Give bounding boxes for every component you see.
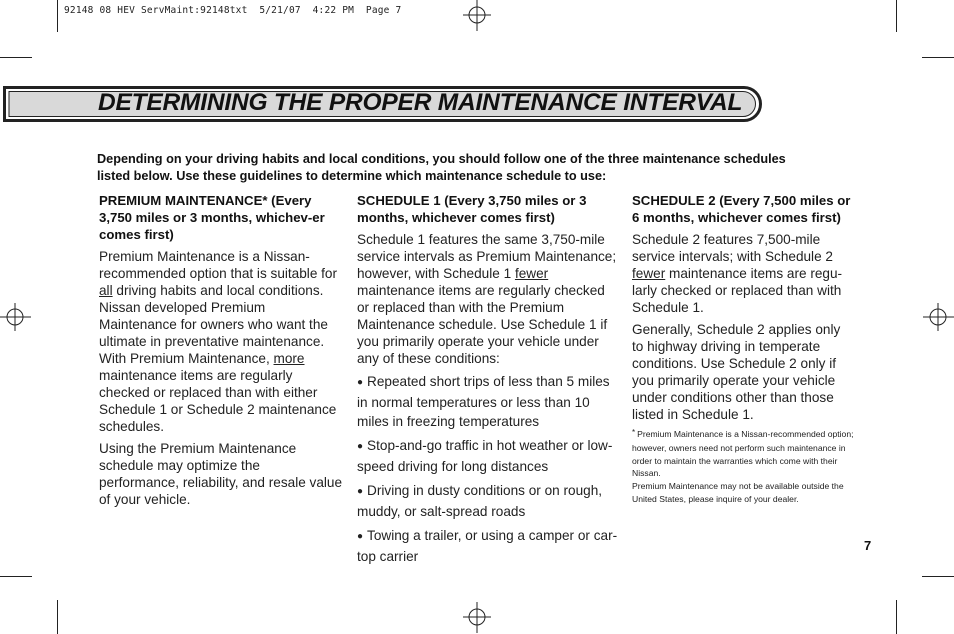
crop-mark-bottom-left-v [57, 600, 58, 634]
registration-mark-left [0, 301, 32, 333]
registration-mark-bottom [461, 601, 493, 633]
text-run: maintenance items are regu-larly checked or replaced than with Schedule 1. [632, 266, 843, 315]
crop-mark-top-right-v [896, 0, 897, 32]
premium-benefit-paragraph: Using the Premium Maintenance schedule may optimize the performance, reliability, and resale value of your vehicle. [99, 441, 343, 507]
emphasis-all: all [99, 283, 113, 298]
registration-mark-top [461, 0, 493, 32]
crop-mark-top-left-h [0, 57, 32, 58]
registration-mark-right [922, 301, 954, 333]
crop-mark-top-right-h [922, 57, 954, 58]
text-run: maintenance items are regularly checked or replaced than with the Premium Maintenance schedule. Use Schedule 1 if you primarily operate your vehicle under any of these conditions: [357, 283, 608, 366]
bullet-icon: ● [357, 486, 364, 497]
print-slug: 92148 08 HEV ServMaint:92148txt 5/21/07 4:22 PM Page 7 [64, 5, 402, 16]
text-run: Premium Maintenance is a Nissan-recommended option that is suitable for [99, 249, 338, 281]
page-number: 7 [864, 538, 872, 553]
condition-bullet [357, 526, 619, 566]
condition-bullet [357, 372, 619, 431]
bullet-icon: ● [357, 531, 364, 542]
schedule-2-column [632, 192, 854, 506]
emphasis-more: more [273, 351, 305, 366]
premium-maintenance-column [99, 192, 343, 513]
footnote-line-1 [632, 428, 854, 480]
premium-maintenance-heading: PREMIUM MAINTENANCE* (Every 3,750 miles or 3 months, whichev-er comes first) [99, 193, 325, 242]
intro-paragraph: Depending on your driving habits and local conditions, you should follow one of the three maintenance schedules listed below. Use these guidelines to determine which maintenance schedule to use: [97, 152, 786, 183]
bullet-text: Driving in dusty conditions or on rough, muddy, or salt-spread roads [357, 483, 603, 519]
emphasis-fewer: fewer [632, 266, 666, 281]
text-run: driving habits and local conditions. Nissan developed Premium Maintenance for owners who want the ultimate in preventative maintenance. With Premium Maintenance, [99, 283, 328, 366]
bullet-text: Repeated short trips of less than 5 miles in normal temperatures or less than 10 miles in freezing temperatures [357, 374, 610, 429]
crop-mark-bottom-right-v [896, 600, 897, 634]
schedule-2-heading: SCHEDULE 2 (Every 7,500 miles or 6 months, whichever comes first) [632, 193, 851, 225]
bullet-icon: ● [357, 377, 364, 388]
schedule-1-column [357, 192, 619, 571]
bullet-icon: ● [357, 441, 364, 452]
crop-mark-top-left-v [57, 0, 58, 32]
schedule-1-heading: SCHEDULE 1 (Every 3,750 miles or 3 months, whichever comes first) [357, 193, 587, 225]
schedule-2-paragraph [632, 231, 854, 316]
emphasis-fewer: fewer [514, 266, 549, 281]
footnote-marker: * [632, 428, 636, 437]
premium-footnote [632, 428, 854, 506]
crop-mark-bottom-left-h [0, 576, 32, 577]
crop-mark-bottom-right-h [922, 576, 954, 577]
schedule-1-paragraph [357, 231, 619, 367]
page-title: DETERMINING THE PROPER MAINTENANCE INTERVAL [98, 89, 743, 116]
bullet-text: Stop-and-go traffic in hot weather or low-speed driving for long distances [357, 438, 613, 474]
condition-bullet [357, 436, 619, 476]
text-run: maintenance items are regularly checked or replaced than with either Schedule 1 or Schedule 2 maintenance schedules. [99, 368, 337, 434]
footnote-line-2: Premium Maintenance may not be available outside the United States, please inquire of your dealer. [632, 481, 844, 504]
bullet-text: Towing a trailer, or using a camper or car-top carrier [357, 528, 618, 564]
premium-maintenance-paragraph [99, 248, 343, 435]
text-run: Schedule 1 features the same 3,750-mile service intervals as Premium Maintenance; however, with Schedule 1 [357, 232, 617, 281]
text-run: Schedule 2 features 7,500-mile service intervals; with Schedule 2 [632, 232, 833, 264]
schedule-2-usage-paragraph: Generally, Schedule 2 applies only to highway driving in temperate conditions. Use Schedule 2 only if you primarily operate your vehicle under conditions other than those listed in Schedule 1. [632, 322, 841, 422]
condition-bullet [357, 481, 619, 521]
footnote-text: Premium Maintenance is a Nissan-recommended option; however, owners need not perform such maintenance in order to maintain the warranties which come with their Nissan. [632, 429, 854, 479]
